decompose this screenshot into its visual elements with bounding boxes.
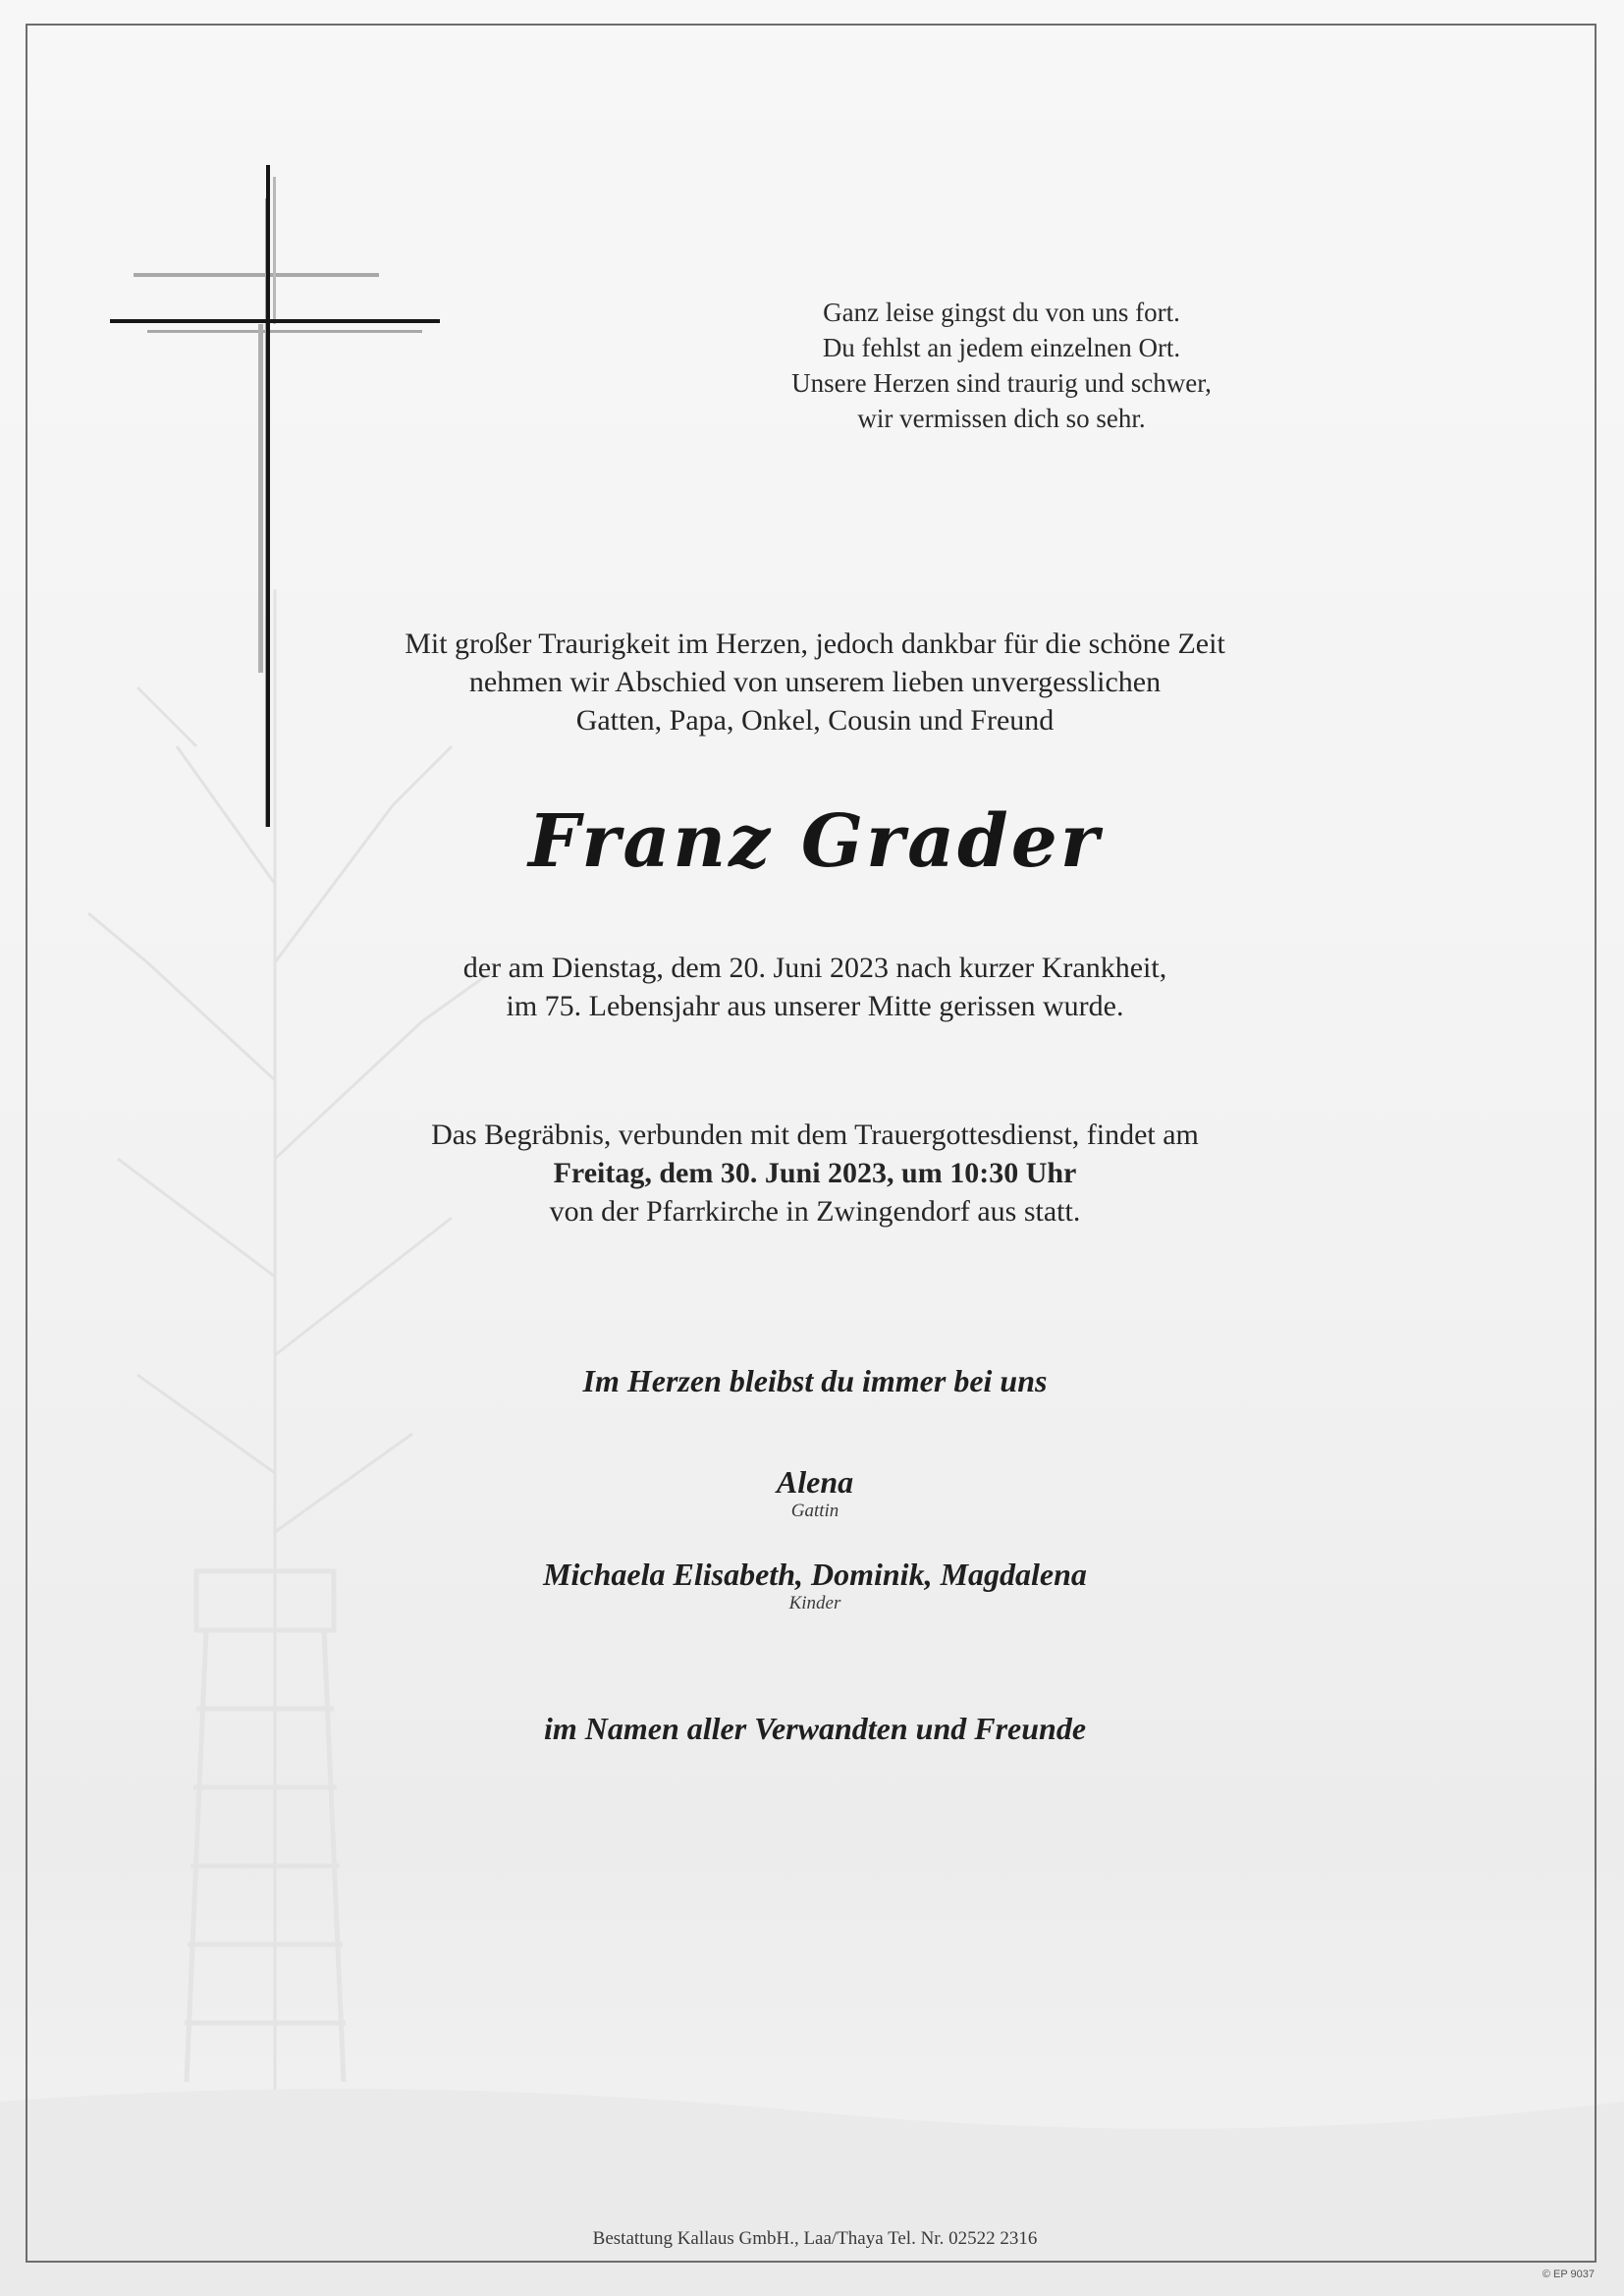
intro-line: Mit großer Traurigkeit im Herzen, jedoch dankbar für die schöne Zeit — [405, 628, 1225, 660]
intro-text — [353, 625, 1276, 739]
poem-line: Du fehlst an jedem einzelnen Ort. — [822, 333, 1181, 362]
funeral-line: Das Begräbnis, verbunden mit dem Trauergottesdienst, findet am — [431, 1119, 1199, 1151]
poem-line: Unsere Herzen sind traurig und schwer, — [791, 368, 1212, 398]
mourner-entry — [353, 1556, 1276, 1614]
mourner-role: Kinder — [788, 1593, 841, 1613]
poem-line: Ganz leise gingst du von uns fort. — [823, 298, 1180, 327]
funeral-notice — [353, 1116, 1276, 1230]
mourner-name: Alena — [776, 1464, 854, 1500]
mourner-role: Gattin — [790, 1501, 839, 1521]
closing-line: im Namen aller Verwandten und Freunde — [543, 1711, 1087, 1746]
deceased-name: Franz Grader — [528, 799, 1102, 884]
funeral-home-footer: Bestattung Kallaus GmbH., Laa/Thaya Tel. Nr. 02522 2316 — [592, 2228, 1038, 2249]
intro-line: nehmen wir Abschied von unserem lieben unvergesslichen — [468, 666, 1162, 698]
poem — [687, 295, 1316, 436]
motto: Im Herzen bleibst du immer bei uns — [582, 1363, 1048, 1398]
print-code: © EP 9037 — [1542, 2269, 1595, 2280]
poem-line: wir vermissen dich so sehr. — [857, 404, 1146, 433]
death-notice — [353, 949, 1276, 1025]
death-line: im 75. Lebensjahr aus unserer Mitte gerissen wurde. — [506, 990, 1124, 1022]
mourner-name: Michaela Elisabeth, Dominik, Magdalena — [543, 1557, 1087, 1592]
intro-line: Gatten, Papa, Onkel, Cousin und Freund — [575, 704, 1055, 737]
mourner-entry — [353, 1463, 1276, 1522]
funeral-location: von der Pfarrkirche in Zwingendorf aus statt. — [549, 1195, 1081, 1228]
funeral-date: Freitag, dem 30. Juni 2023, um 10:30 Uhr — [553, 1157, 1077, 1189]
death-line: der am Dienstag, dem 20. Juni 2023 nach kurzer Krankheit, — [462, 952, 1167, 984]
